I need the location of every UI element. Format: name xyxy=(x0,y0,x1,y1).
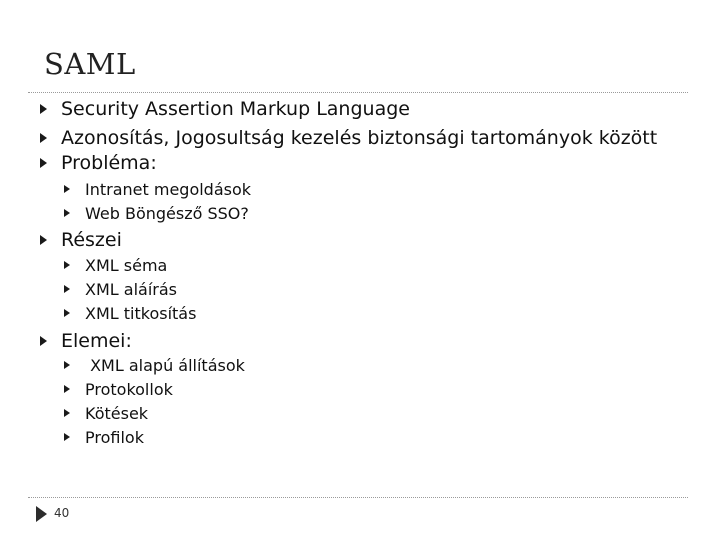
sub-bullet-item xyxy=(64,178,251,200)
triangle-right-icon xyxy=(40,235,47,245)
sub-bullet-text: Protokollok xyxy=(85,379,173,399)
triangle-right-icon xyxy=(40,133,47,143)
triangle-right-icon xyxy=(40,158,47,168)
sub-bullet-item xyxy=(64,426,144,448)
sub-bullet-text: XML séma xyxy=(85,255,168,275)
triangle-right-icon xyxy=(64,385,70,393)
sub-bullet-item xyxy=(64,202,249,224)
page-number: 40 xyxy=(54,506,70,520)
bullet-text: Azonosítás, Jogosultság kezelés biztonsági tartományok között xyxy=(61,127,658,149)
slide-title: SAML xyxy=(44,47,136,81)
bullet-item xyxy=(40,228,122,252)
bullet-item xyxy=(40,329,132,353)
footer-divider xyxy=(28,497,688,498)
sub-bullet-item xyxy=(64,354,245,376)
triangle-right-icon xyxy=(64,309,70,317)
triangle-right-icon xyxy=(40,336,47,346)
bullet-text: Részei xyxy=(61,229,122,251)
sub-bullet-item xyxy=(64,302,196,324)
bullet-text: Security Assertion Markup Language xyxy=(61,98,410,120)
sub-bullet-item xyxy=(64,402,148,424)
triangle-right-icon xyxy=(64,409,70,417)
bullet-text: Probléma: xyxy=(61,152,157,174)
sub-bullet-text: XML alapú állítások xyxy=(85,355,245,375)
sub-bullet-text: XML titkosítás xyxy=(85,303,197,323)
sub-bullet-text: Intranet megoldások xyxy=(85,179,252,199)
bullet-item xyxy=(40,151,157,175)
triangle-right-icon xyxy=(64,209,70,217)
sub-bullet-item xyxy=(64,378,173,400)
triangle-right-icon xyxy=(64,361,70,369)
triangle-right-icon xyxy=(36,506,47,522)
sub-bullet-item xyxy=(64,278,177,300)
sub-bullet-text: Web Böngésző SSO? xyxy=(85,203,249,223)
triangle-right-icon xyxy=(64,433,70,441)
bullet-item xyxy=(40,126,657,150)
triangle-right-icon xyxy=(40,104,47,114)
bullet-item xyxy=(40,97,410,121)
sub-bullet-text: Kötések xyxy=(85,403,149,423)
triangle-right-icon xyxy=(64,261,70,269)
bullet-text: Elemei: xyxy=(61,330,132,352)
triangle-right-icon xyxy=(64,285,70,293)
sub-bullet-text: Profilok xyxy=(85,427,144,447)
triangle-right-icon xyxy=(64,185,70,193)
sub-bullet-text: XML aláírás xyxy=(85,279,177,299)
sub-bullet-item xyxy=(64,254,167,276)
